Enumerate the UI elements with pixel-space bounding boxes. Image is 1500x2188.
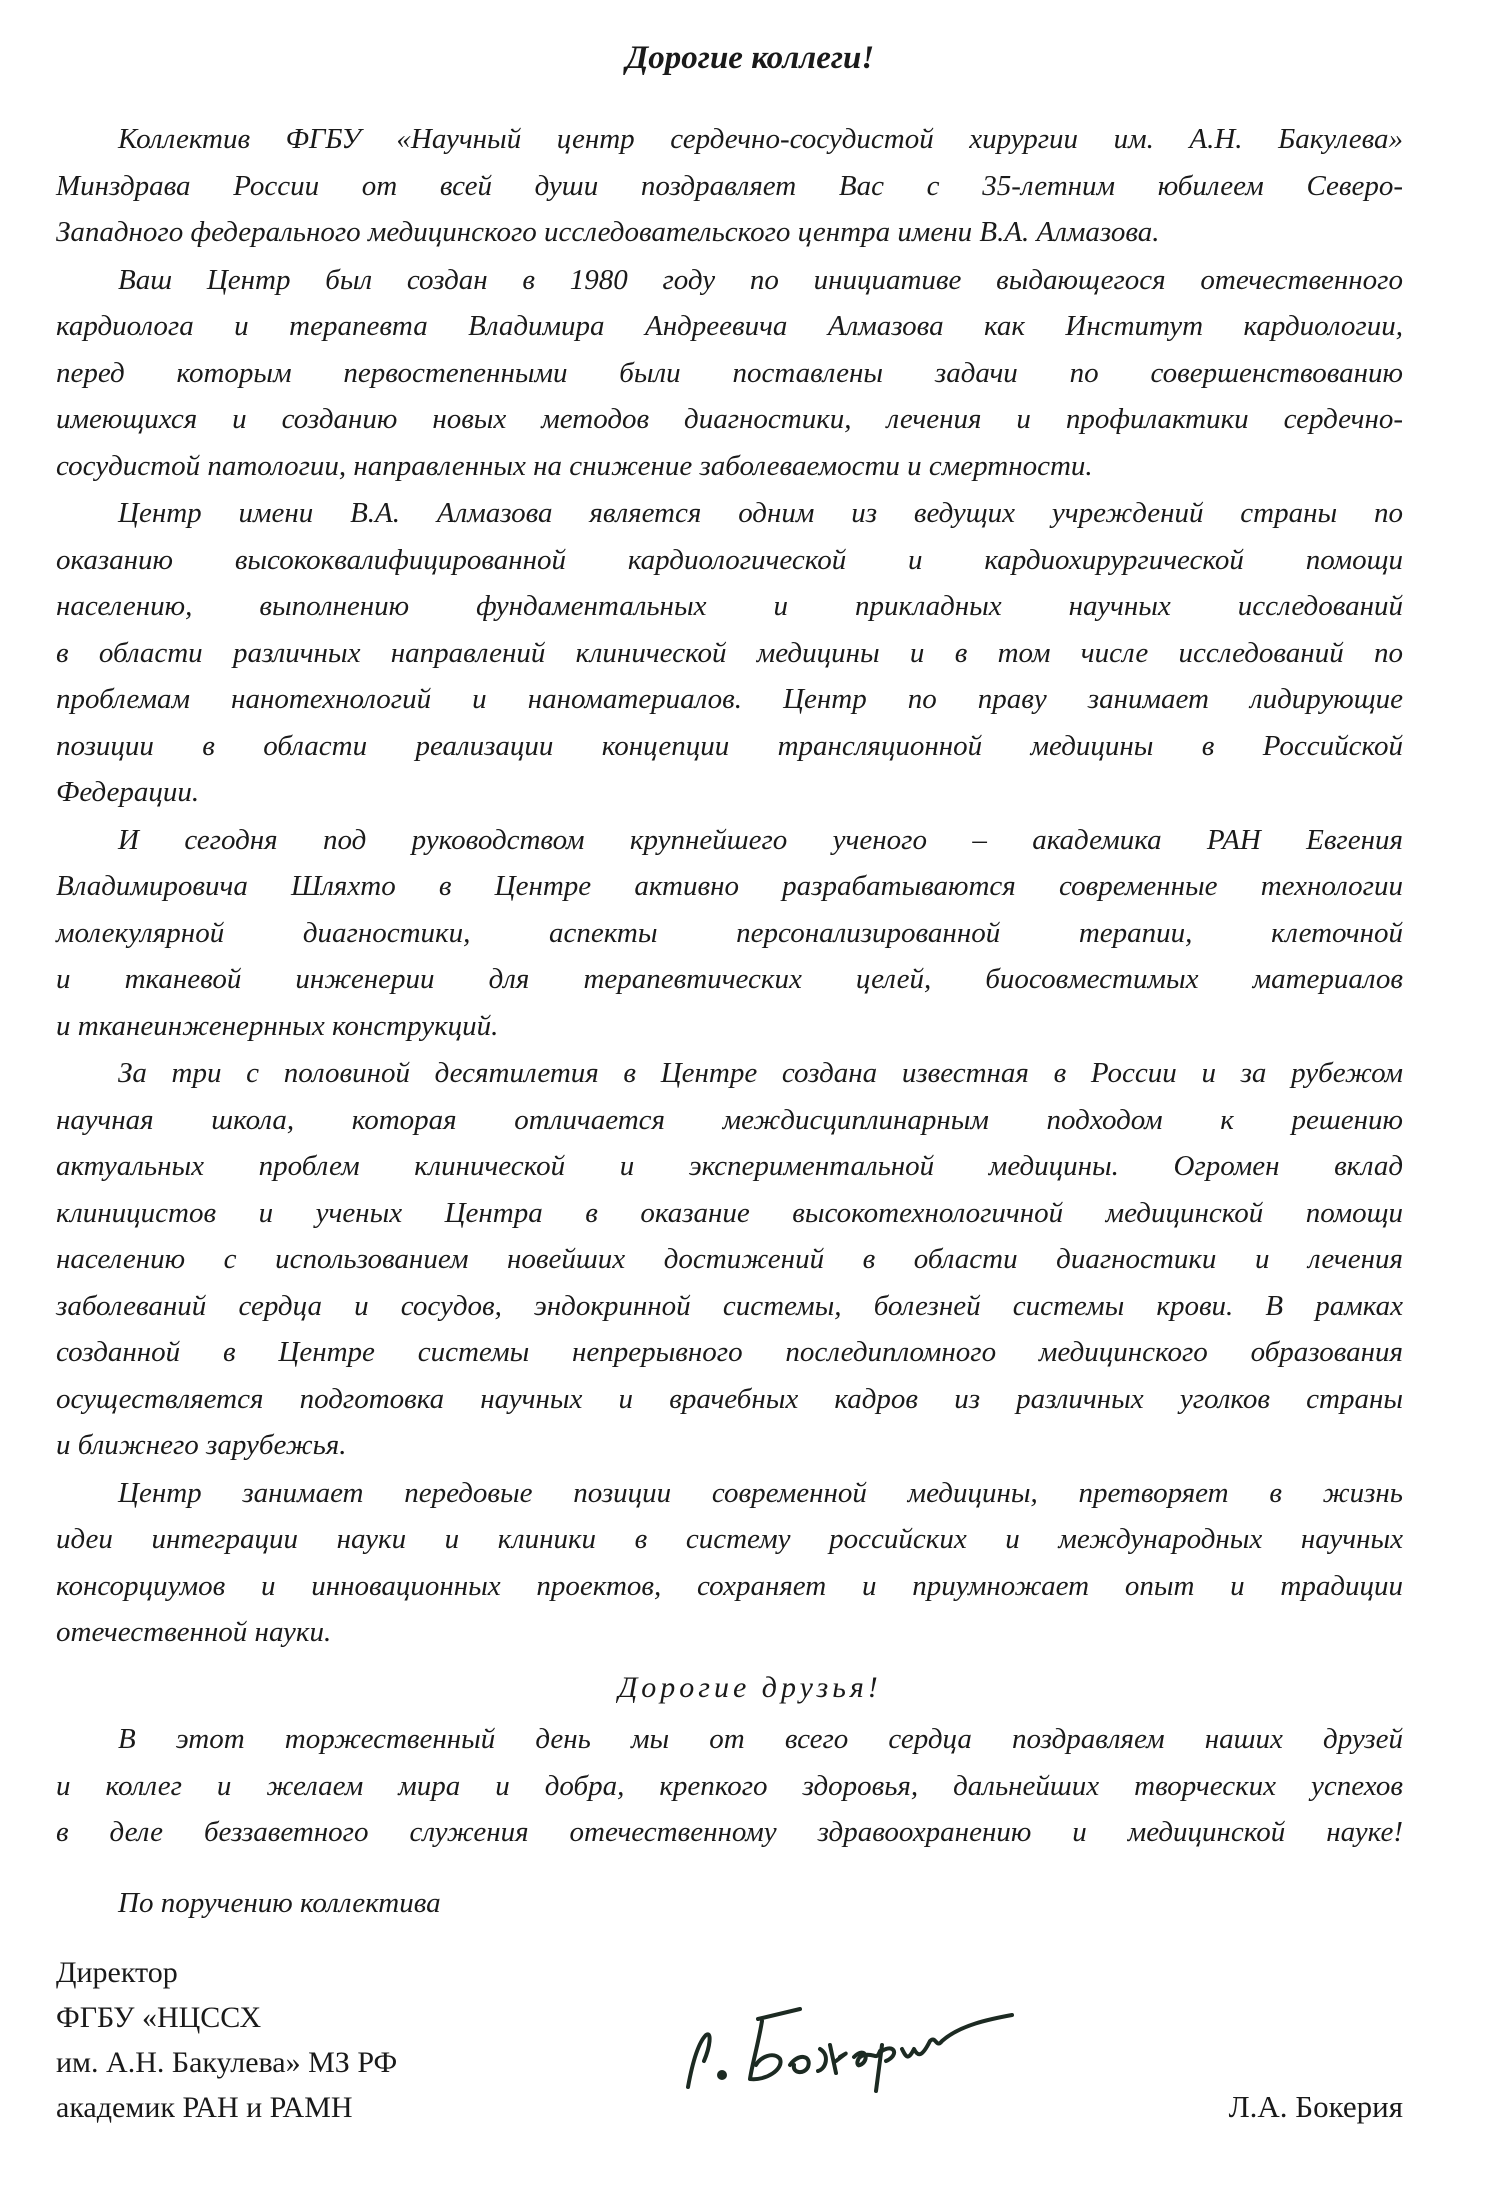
signatory-line: ФГБУ «НЦССХ: [56, 2001, 262, 2034]
text-line: Центр занимает передовые позиции современной медицины, претворяет в жизнь: [118, 1476, 1403, 1509]
text-line: молекулярной диагностики, аспекты персонализированной терапии, клеточной: [56, 916, 1403, 949]
text-line: осуществляется подготовка научных и врачебных кадров из различных уголков страны: [56, 1382, 1403, 1415]
paragraph: [56, 817, 1403, 1050]
letter-body: [56, 116, 1403, 1657]
text-line: консорциумов и инновационных проектов, сохраняет и приумножает опыт и традиции: [56, 1569, 1403, 1602]
text-line: Федерации.: [56, 776, 200, 808]
text-line: в деле беззаветного служения отечественному здравоохранению и медицинской науке!: [56, 1816, 1403, 1848]
paragraph: [56, 490, 1403, 816]
text-line: научная школа, которая отличается междисциплинарным подходом к решению: [56, 1103, 1403, 1136]
signatory-line: Директор: [56, 1956, 178, 1989]
paragraph: [56, 257, 1403, 490]
text-line: отечественной науки.: [56, 1616, 332, 1648]
text-line: созданной в Центре системы непрерывного последипломного медицинского образования: [56, 1336, 1403, 1368]
text-line: и тканеинженернных конструкций.: [56, 1009, 499, 1042]
text-line: За три с половиной десятилетия в Центре создана известная в России и за рубежом: [118, 1057, 1403, 1089]
text-line: имеющихся и созданию новых методов диагностики, лечения и профилактики сердечно-: [56, 403, 1403, 435]
signatory-name: Л.А. Бокерия: [1228, 2089, 1403, 2124]
text-line: позиции в области реализации концепции трансляционной медицины в Российской: [56, 729, 1403, 762]
paragraph: [56, 116, 1403, 256]
text-line: оказанию высококвалифицированной кардиологической и кардиохирургической помощи: [56, 543, 1403, 576]
text-line: актуальных проблем клинической и экспериментальной медицины. Огромен вклад: [56, 1150, 1403, 1182]
signatory-title-block: [56, 1950, 397, 2130]
signatory-line: академик РАН и РАМН: [56, 2091, 353, 2124]
text-line: Западного федерального медицинского исследовательского центра имени В.А. Алмазова.: [56, 216, 1160, 248]
text-line: Центр имени В.А. Алмазова является одним из ведущих учреждений страны по: [118, 497, 1403, 529]
text-line: Коллектив ФГБУ «Научный центр сердечно-сосудистой хирургии им. А.Н. Бакулева»: [118, 123, 1403, 155]
text-line: клиницистов и ученых Центра в оказание высокотехнологичной медицинской помощи: [56, 1196, 1403, 1229]
on-behalf-line: По поручению коллектива: [118, 1887, 441, 1919]
text-line: и ближнего зарубежья.: [56, 1429, 347, 1461]
text-line: кардиолога и терапевта Владимира Андреевича Алмазова как Институт кардиологии,: [56, 310, 1403, 342]
text-line: Владимировича Шляхто в Центре активно разрабатываются современные технологии: [56, 870, 1403, 902]
paragraph: [56, 1470, 1403, 1656]
text-line: в области различных направлений клинической медицины и в том числе исследований по: [56, 636, 1403, 669]
text-line: идеи интеграции науки и клиники в систему российских и международных научных: [56, 1523, 1403, 1555]
text-line: населению, выполнению фундаментальных и прикладных научных исследований: [56, 590, 1403, 622]
letter-title: Дорогие коллеги!: [625, 40, 875, 76]
text-line: В этот торжественный день мы от всего сердца поздравляем наших друзей: [118, 1723, 1403, 1755]
text-line: заболеваний сердца и сосудов, эндокринной системы, болезней системы крови. В рамках: [56, 1289, 1403, 1322]
signatory-line: им. А.Н. Бакулева» МЗ РФ: [56, 2046, 398, 2079]
text-line: и коллег и желаем мира и добра, крепкого здоровья, дальнейших творческих успехов: [56, 1769, 1403, 1802]
secondary-greeting: Дорогие друзья!: [618, 1671, 882, 1704]
text-line: Ваш Центр был создан в 1980 году по инициативе выдающегося отечественного: [118, 263, 1403, 296]
text-line: проблемам нанотехнологий и наноматериалов. Центр по праву занимает лидирующие: [56, 683, 1403, 715]
text-line: И сегодня под руководством крупнейшего ученого – академика РАН Евгения: [118, 823, 1403, 856]
text-line: населению с использованием новейших достижений в области диагностики и лечения: [56, 1243, 1403, 1275]
closing-paragraph: [56, 1716, 1403, 1856]
text-line: и тканевой инженерии для терапевтических целей, биосовместимых материалов: [56, 963, 1403, 995]
handwritten-signature: [680, 1995, 1020, 2095]
text-line: перед которым первостепенными были поставлены задачи по совершенствованию: [56, 356, 1403, 389]
text-line: сосудистой патологии, направленных на снижение заболеваемости и смертности.: [56, 449, 1093, 482]
text-line: Минздрава России от всей души поздравляет Вас с 35-летним юбилеем Северо-: [56, 169, 1403, 202]
paragraph: [56, 1050, 1403, 1469]
